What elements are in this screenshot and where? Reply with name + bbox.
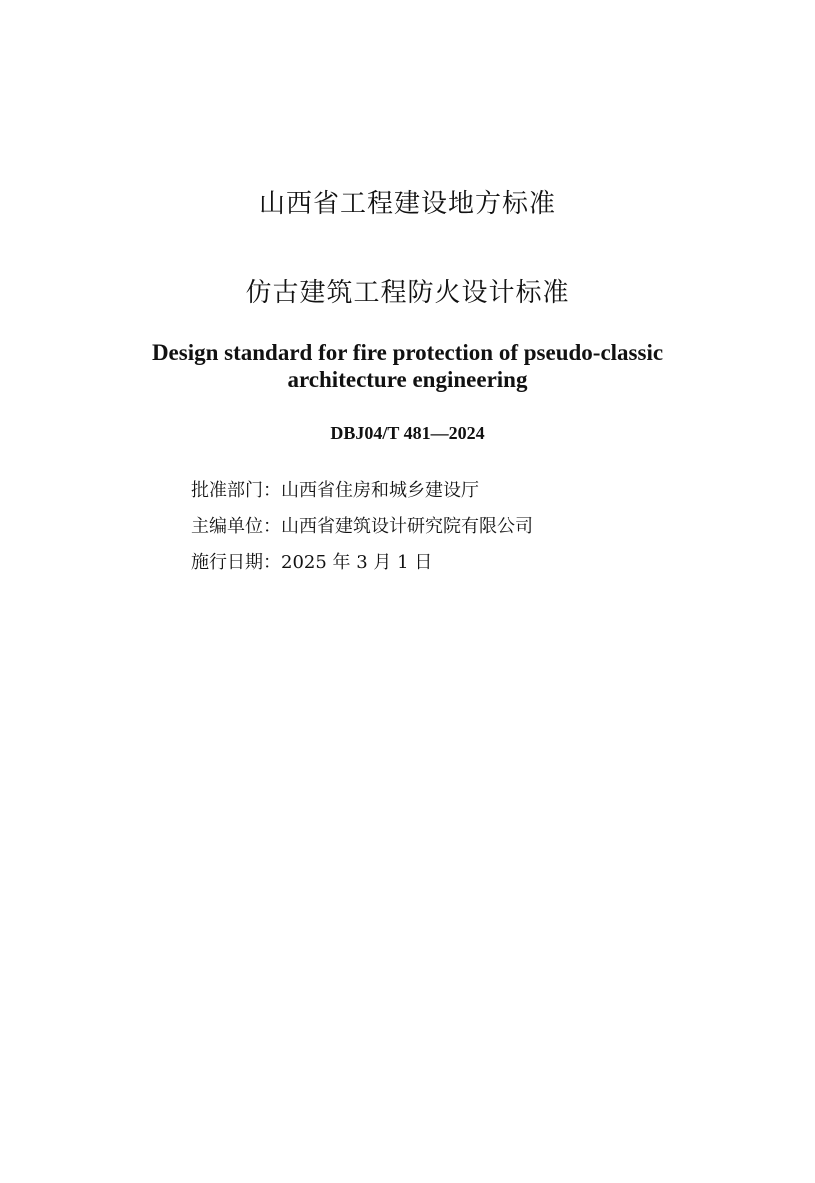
- english-title-line-1: Design standard for fire protection of pseudo-classic: [151, 340, 664, 365]
- info-row-effective-date: [191, 545, 533, 581]
- english-title-line-2: architecture engineering: [287, 367, 528, 392]
- info-block: [191, 473, 533, 581]
- info-row-approval: [191, 473, 533, 509]
- info-row-editor: [191, 509, 533, 545]
- approval-value: 山西省住房和城乡建设厅: [281, 480, 479, 501]
- english-title: [0, 339, 815, 393]
- series-title: 山西省工程建设地方标准: [258, 189, 556, 219]
- approval-label: 批准部门：: [191, 480, 281, 501]
- effective-date-value: 2025 年 3 月 1 日: [281, 552, 433, 573]
- standard-title: 仿古建筑工程防火设计标准: [245, 278, 570, 308]
- editor-value: 山西省建筑设计研究院有限公司: [281, 516, 533, 537]
- editor-label: 主编单位：: [191, 516, 281, 537]
- effective-date-label: 施行日期：: [191, 552, 281, 573]
- standard-code: DBJ04/T 481—2024: [330, 423, 485, 443]
